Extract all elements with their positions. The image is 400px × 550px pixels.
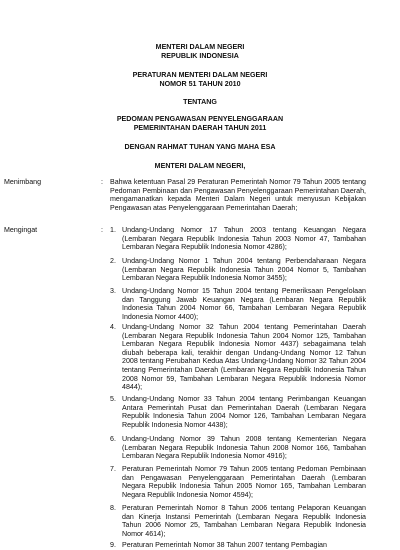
- mengingat-label: Mengingat: [4, 226, 38, 234]
- regulation-type: PERATURAN MENTERI DALAM NEGERI: [132, 71, 268, 79]
- regulation-number: NOMOR 51 TAHUN 2010: [159, 80, 241, 88]
- list-item-text: Peraturan Pemerintah Nomor 8 Tahun 2006 tentang Pelaporan Keuangan dan Kinerja Instansi Pemerintah (Lembaran Negara Republik Indonesia Tahun 2006 Nomor 25, Tambahan Lembaran Negara Republik Indonesia Nomor 4614);: [122, 504, 366, 538]
- menimbang-text: Bahwa ketentuan Pasal 29 Peraturan Pemerintah Nomor 79 Tahun 2005 tentang Pedoman Pembinaan dan Pengawasan Penyelenggaraan Pemerintahan Daerah, mengamanatkan kepada Menteri Dalam Negeri untuk menyusun Kebijakan Pengawasan atas Penyelenggaraan Pemerintahan Daerah;: [110, 178, 366, 212]
- list-item-text: Undang-Undang Nomor 33 Tahun 2004 tentang Perimbangan Keuangan Antara Pemerintah Pusat dan Pemerintahan Daerah (Lembaran Negara Republik Indonesia Tahun 2004 Nomor 126, Tambahan Lembaran Negara Republik Indonesia Nomor 4438);: [122, 395, 366, 429]
- mengingat-colon: :: [101, 226, 103, 234]
- menimbang-label: Menimbang: [4, 178, 42, 186]
- list-item-number: 9.: [110, 541, 116, 549]
- list-item-text: Undang-Undang Nomor 15 Tahun 2004 tentang Pemeriksaan Pengelolaan dan Tanggung Jawab Keuangan Negara (Lembaran Negara Republik Indonesia Tahun 2004 Nomor 66, Tambahan Lembaran Negara Republik Indonesia Nomor 4400);: [122, 287, 366, 321]
- regulation-title-line-2: PEMERINTAHAN DAERAH TAHUN 2011: [133, 124, 267, 132]
- minister-statement: MENTERI DALAM NEGERI,: [154, 162, 246, 170]
- list-item-text: Peraturan Pemerintah Nomor 38 Tahun 2007 tentang Pembagian: [122, 541, 327, 549]
- list-item-text: Peraturan Pemerintah Nomor 79 Tahun 2005 tentang Pedoman Pembinaan dan Pengawasan Penyelenggaraan Pemerintahan Daerah (Lembaran Negara Republik Indonesia Tahun 2005 Nomor 165, Tambahan Lembaran Negara Republik Indonesia Nomor 4594);: [122, 465, 366, 499]
- list-item-number: 8.: [110, 504, 116, 512]
- list-item-text: Undang-Undang Nomor 39 Tahun 2008 tentang Kementerian Negara (Lembaran Negara Republik Indonesia Tahun 2008 Nomor 166, Tambahan Lembaran Negara Republik Indonesia Nomor 4916);: [122, 435, 366, 461]
- list-item-number: 5.: [110, 395, 116, 403]
- regulation-title-line-1: PEDOMAN PENGAWASAN PENYELENGGARAAN: [116, 115, 284, 123]
- list-item-text: Undang-Undang Nomor 1 Tahun 2004 tentang Perbendaharaan Negara (Lembaran Negara Republik Indonesia Tahun 2004 Nomor 5, Tambahan Lembaran Negara Republik Indonesia Nomor 3455);: [122, 257, 366, 283]
- republic-title: REPUBLIK INDONESIA: [161, 52, 239, 60]
- ministry-title: MENTERI DALAM NEGERI: [155, 43, 245, 51]
- regulation-title: [0, 115, 400, 133]
- list-item-text: Undang-Undang Nomor 32 Tahun 2004 tentang Pemerintahan Daerah (Lembaran Negara Republik Indonesia Tahun 2004 Nomor 125, Tambahan Lembaran Negara Republik Indonesia Nomor 4437) sebagaimana telah diubah beberapa kali, terakhir dengan Undang-Undang Nomor 12 Tahun 2008 tentang Perubahan Kedua Atas Undang-Undang Nomor 32 Tahun 2004 tentang Pemerintahan Daerah (Lembaran Negara Republik Indonesia Tahun 2008 Nomor 59, Tambahan Lembaran Negara Republik Indonesia Nomor 4844);: [122, 323, 366, 392]
- list-item-number: 6.: [110, 435, 116, 443]
- issuer-heading: [0, 43, 400, 61]
- list-item-number: 4.: [110, 323, 116, 331]
- menimbang-colon: :: [101, 178, 103, 186]
- grace-statement: DENGAN RAHMAT TUHAN YANG MAHA ESA: [124, 143, 276, 151]
- list-item-number: 2.: [110, 257, 116, 265]
- about-heading: TENTANG: [183, 98, 217, 106]
- list-item-text: Undang-Undang Nomor 17 Tahun 2003 tentang Keuangan Negara (Lembaran Negara Republik Indonesia Tahun 2003 Nomor 47, Tambahan Lembaran Negara Republik Indonesia Nomor 4286);: [122, 226, 366, 252]
- list-item-number: 3.: [110, 287, 116, 295]
- regulation-heading: [0, 71, 400, 89]
- list-item-number: 7.: [110, 465, 116, 473]
- list-item-number: 1.: [110, 226, 116, 234]
